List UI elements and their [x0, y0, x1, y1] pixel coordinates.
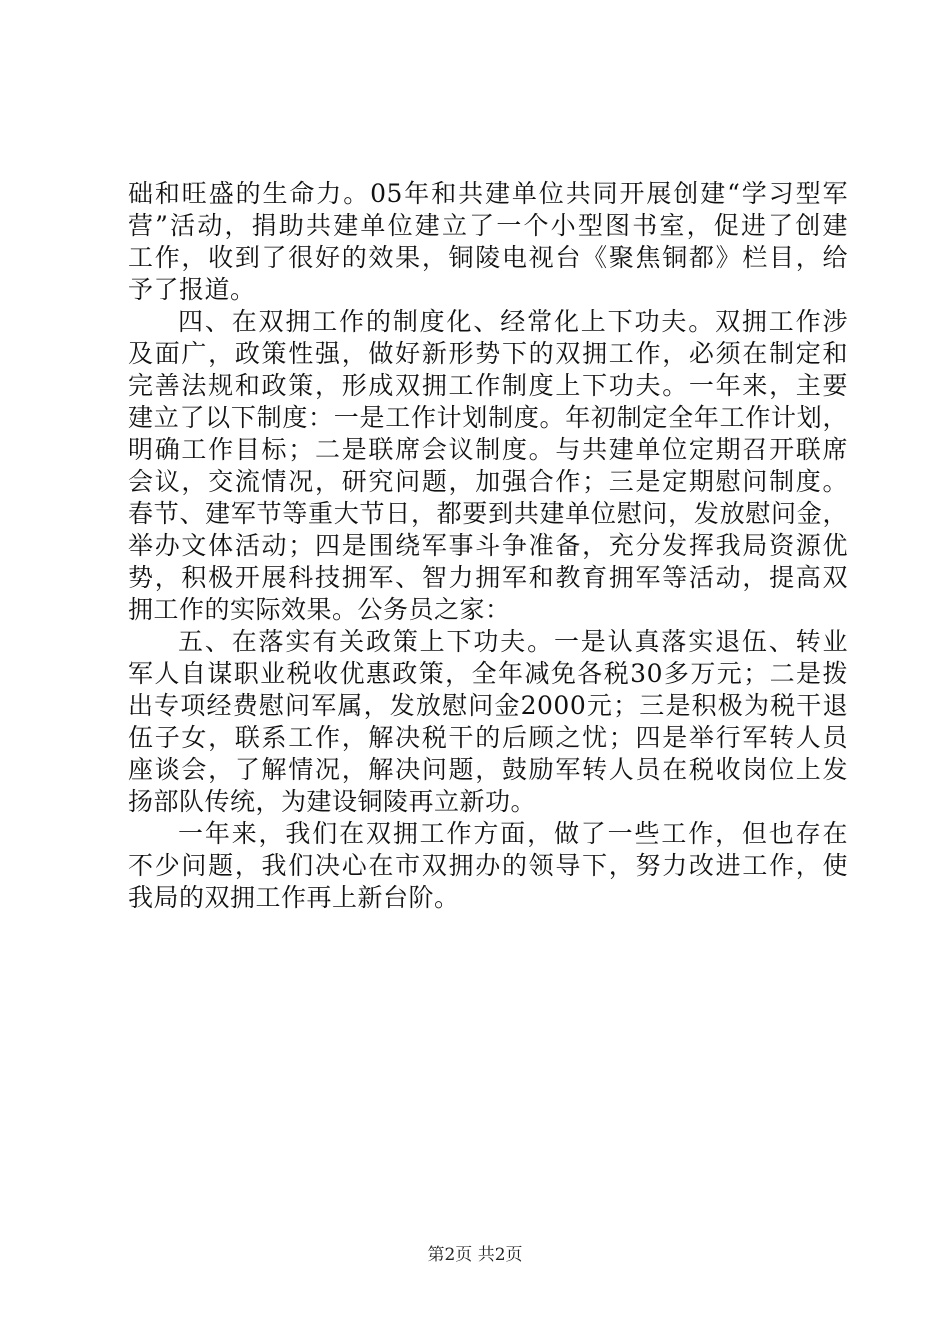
text-line: 扬部队传统，为建设铜陵再立新功。 — [128, 787, 537, 816]
text-line: 势，积极开展科技拥军、智力拥军和教育拥军等活动，提高双 — [128, 563, 848, 592]
text-line: 工作，收到了很好的效果，铜陵电视台《聚焦铜都》栏目，给 — [128, 243, 848, 272]
text-line: 明确工作目标；二是联席会议制度。与共建单位定期召开联席 — [128, 435, 848, 464]
paragraph-start-line: 一年来，我们在双拥工作方面，做了一些工作，但也存在 — [178, 819, 848, 848]
text-line: 拥工作的实际效果。公务员之家： — [128, 595, 511, 624]
text-line: 举办文体活动；四是围绕军事斗争准备，充分发挥我局资源优 — [128, 531, 848, 560]
text-line: 及面广，政策性强，做好新形势下的双拥工作，必须在制定和 — [128, 339, 848, 368]
text-line: 建立了以下制度：一是工作计划制度。年初制定全年工作计划， — [128, 403, 848, 432]
text-line: 营”活动，捐助共建单位建立了一个小型图书室，促进了创建 — [128, 211, 848, 240]
page-number-footer: 第2页 共2页 — [427, 1245, 523, 1265]
text-line: 予了报道。 — [128, 275, 256, 304]
text-line: 出专项经费慰问军属，发放慰问金2000元；三是积极为税干退 — [128, 691, 848, 720]
text-line: 完善法规和政策，形成双拥工作制度上下功夫。一年来，主要 — [128, 371, 848, 400]
paragraph-start-line: 五、在落实有关政策上下功夫。一是认真落实退伍、转业 — [178, 627, 848, 656]
text-line: 础和旺盛的生命力。05年和共建单位共同开展创建“学习型军 — [128, 179, 848, 208]
text-line: 座谈会，了解情况，解决问题，鼓励军转人员在税收岗位上发 — [128, 755, 848, 784]
text-line: 不少问题，我们决心在市双拥办的领导下，努力改进工作，使 — [128, 851, 848, 880]
text-line: 春节、建军节等重大节日，都要到共建单位慰问，发放慰问金， — [128, 499, 848, 528]
paragraph-start-line: 四、在双拥工作的制度化、经常化上下功夫。双拥工作涉 — [178, 307, 848, 336]
text-line: 我局的双拥工作再上新台阶。 — [128, 883, 460, 912]
text-line: 军人自谋职业税收优惠政策，全年减免各税30多万元；二是拨 — [128, 659, 848, 688]
text-line: 伍子女，联系工作，解决税干的后顾之忧；四是举行军转人员 — [128, 723, 848, 752]
text-line: 会议，交流情况，研究问题，加强合作；三是定期慰问制度。 — [128, 467, 848, 496]
